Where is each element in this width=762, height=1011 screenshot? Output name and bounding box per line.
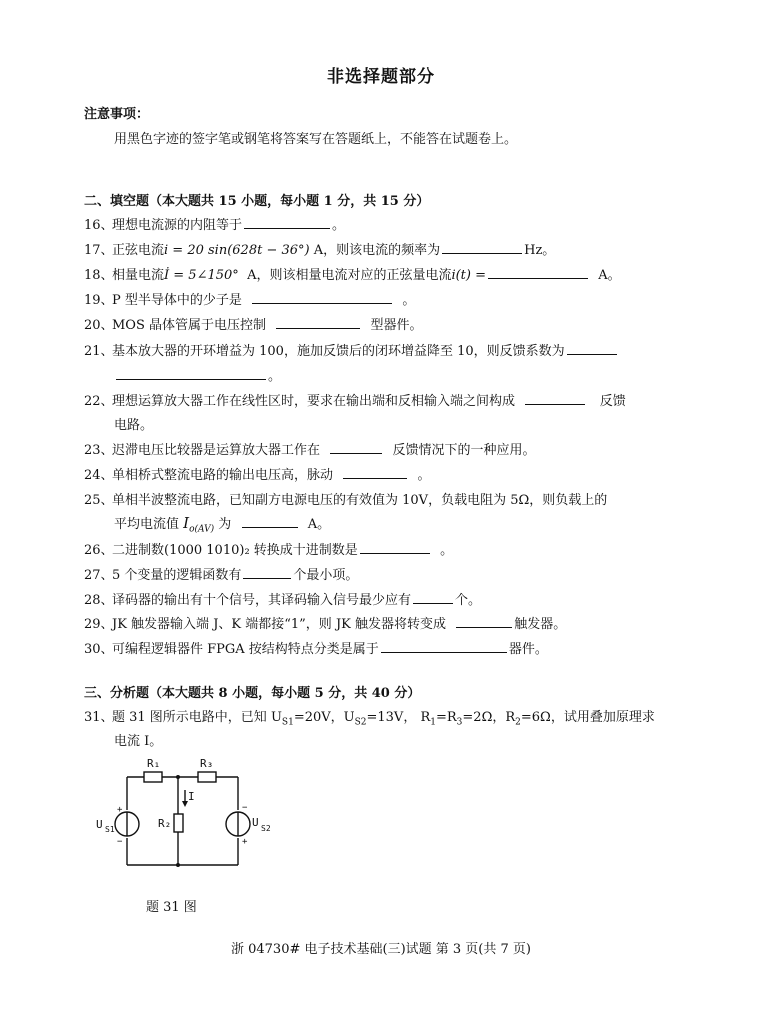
question-number: 24、 [84, 468, 114, 483]
question-24 [84, 464, 431, 483]
question-text: 平均电流值 [114, 517, 180, 532]
question-19 [84, 289, 415, 308]
answer-blank [343, 466, 407, 479]
notice-heading: 注意事项： [84, 107, 150, 122]
label-r3: R₃ [200, 757, 214, 770]
polarity-plus-us1: + [117, 805, 123, 815]
question-number: 29、 [84, 617, 114, 632]
question-28 [84, 589, 481, 608]
answer-blank [244, 216, 330, 229]
page-title: 非选择题部分 [327, 67, 435, 87]
answer-blank [330, 441, 382, 454]
subscript: 1 [430, 717, 436, 728]
subscript: S1 [281, 717, 294, 728]
circuit-diagram [92, 752, 292, 872]
question-end: 型器件。 [370, 318, 423, 333]
resistor-r1 [144, 772, 162, 782]
subscript: S2 [354, 717, 367, 728]
question-text: 单相桥式整流电路的输出电压高，脉动 [112, 468, 334, 483]
formula: i = 20 sin(628t − 36°) [164, 243, 310, 258]
subscript: 2 [515, 717, 521, 728]
answer-blank [243, 566, 291, 579]
question-end: A。 [307, 517, 331, 532]
question-end: Hz。 [524, 243, 556, 258]
formula: i(t) = [451, 268, 487, 283]
question-text: 可编程逻辑器件 FPGA 按结构特点分类是属于 [112, 642, 379, 657]
question-30 [84, 638, 548, 657]
question-text: =13V， R [366, 710, 431, 725]
resistor-r2 [174, 814, 183, 832]
question-18 [84, 264, 621, 283]
question-number: 28、 [84, 593, 114, 608]
question-21-continuation [114, 365, 281, 384]
question-text: 二进制数(1000 1010)₂ 转换成十进制数是 [112, 543, 358, 558]
formula-subscript: o(AV) [189, 524, 215, 535]
question-text: 题 31 图所示电路中，已知 U [112, 710, 282, 725]
label-r2: R₂ [158, 817, 172, 830]
question-end: 。 [268, 369, 282, 384]
question-22-continuation: 电路。 [114, 418, 154, 433]
answer-blank [456, 615, 512, 628]
question-end: 触发器。 [514, 617, 567, 632]
section-3-heading: 三、分析题（本大题共 8 小题，每小题 5 分，共 40 分） [84, 686, 421, 701]
node-dot [176, 863, 180, 867]
answer-blank [276, 316, 360, 329]
question-20 [84, 314, 423, 333]
question-end: 。 [417, 468, 431, 483]
page-footer: 浙 04730# 电子技术基础(三)试题 第 3 页(共 7 页) [230, 942, 531, 957]
question-29 [84, 613, 566, 632]
question-text: JK 触发器输入端 J、K 端都接“1”，则 JK 触发器将转变成 [112, 617, 446, 632]
question-number: 16、 [84, 218, 114, 233]
node-dot [176, 775, 180, 779]
question-text: 译码器的输出有十个信号，其译码输入信号最少应有 [112, 593, 412, 608]
question-26 [84, 539, 453, 558]
question-end: 。 [332, 218, 346, 233]
question-end: 。 [402, 293, 416, 308]
formula: İ = 5∠150° [164, 268, 239, 283]
question-number: 21、 [84, 344, 114, 359]
question-text: =20V，U [293, 710, 355, 725]
question-number: 30、 [84, 642, 114, 657]
label-us2-sub: S2 [261, 824, 271, 833]
question-text: 相量电流 [112, 268, 165, 283]
question-number: 26、 [84, 543, 114, 558]
polarity-minus-us1: − [117, 837, 123, 847]
question-text: 理想电流源的内阻等于 [112, 218, 243, 233]
question-22 [84, 390, 626, 409]
answer-blank [525, 392, 585, 405]
question-number: 23、 [84, 443, 114, 458]
question-25 [84, 489, 607, 508]
label-us2: U [252, 816, 259, 829]
question-number: 20、 [84, 318, 114, 333]
question-text: MOS 晶体管属于电压控制 [112, 318, 267, 333]
label-us1-sub: S1 [105, 825, 115, 834]
answer-blank [381, 640, 507, 653]
question-text: 理想运算放大器工作在线性区时，要求在输出端和反相输入端之间构成 [112, 394, 516, 409]
polarity-plus-us2: + [242, 837, 248, 847]
label-us1: U [96, 818, 103, 831]
question-text: 正弦电流 [112, 243, 165, 258]
answer-blank [242, 515, 298, 528]
question-17 [84, 239, 555, 258]
question-text: =6Ω，试用叠加原理求 [520, 710, 655, 725]
question-text: 为 [218, 517, 232, 532]
answer-blank [413, 591, 453, 604]
question-number: 19、 [84, 293, 114, 308]
question-23 [84, 439, 536, 458]
answer-blank [442, 241, 522, 254]
question-text: A，则该电流的频率为 [313, 243, 441, 258]
question-number: 31、 [84, 710, 114, 725]
question-21 [84, 340, 619, 359]
question-25-continuation [114, 513, 330, 535]
question-text: 5 个变量的逻辑函数有 [112, 568, 242, 583]
resistor-r3 [198, 772, 216, 782]
answer-blank [488, 266, 588, 279]
question-27 [84, 564, 358, 583]
answer-blank [252, 291, 392, 304]
question-number: 17、 [84, 243, 114, 258]
figure-caption: 题 31 图 [146, 900, 197, 915]
question-number: 18、 [84, 268, 114, 283]
question-text: P 型半导体中的少子是 [112, 293, 242, 308]
label-current: I [188, 790, 195, 803]
question-31-continuation: 电流 I。 [114, 734, 163, 749]
question-text: =2Ω，R [462, 710, 516, 725]
question-end: 个。 [455, 593, 482, 608]
polarity-minus-us2: − [242, 803, 248, 813]
question-number: 25、 [84, 493, 114, 508]
question-text: A，则该相量电流对应的正弦量电流 [247, 268, 452, 283]
label-r1: R₁ [147, 757, 161, 770]
question-text: 反馈 [599, 394, 626, 409]
answer-blank [567, 342, 617, 355]
question-number: 27、 [84, 568, 114, 583]
question-text: 单相半波整流电路，已知副方电源电压的有效值为 10V，负载电阻为 5Ω，则负载上的 [112, 493, 608, 508]
section-2-heading: 二、填空题（本大题共 15 小题，每小题 1 分，共 15 分） [84, 194, 430, 209]
formula: I [183, 514, 190, 532]
question-16 [84, 214, 345, 233]
notice-body: 用黑色字迹的签字笔或钢笔将答案写在答题纸上，不能答在试题卷上。 [114, 132, 518, 147]
answer-blank [360, 541, 430, 554]
question-text: 迟滞电压比较器是运算放大器工作在 [112, 443, 321, 458]
answer-blank [116, 367, 266, 380]
question-end: A。 [598, 268, 621, 283]
question-number: 22、 [84, 394, 114, 409]
question-end: 。 [440, 543, 454, 558]
question-end: 器件。 [508, 642, 548, 657]
question-end: 反馈情况下的一种应用。 [392, 443, 536, 458]
question-text: 基本放大器的开环增益为 100，施加反馈后的闭环增益降至 10，则反馈系数为 [112, 344, 565, 359]
question-end: 个最小项。 [293, 568, 359, 583]
question-31 [84, 706, 655, 728]
question-text: =R [435, 710, 457, 725]
subscript: 3 [456, 717, 463, 728]
